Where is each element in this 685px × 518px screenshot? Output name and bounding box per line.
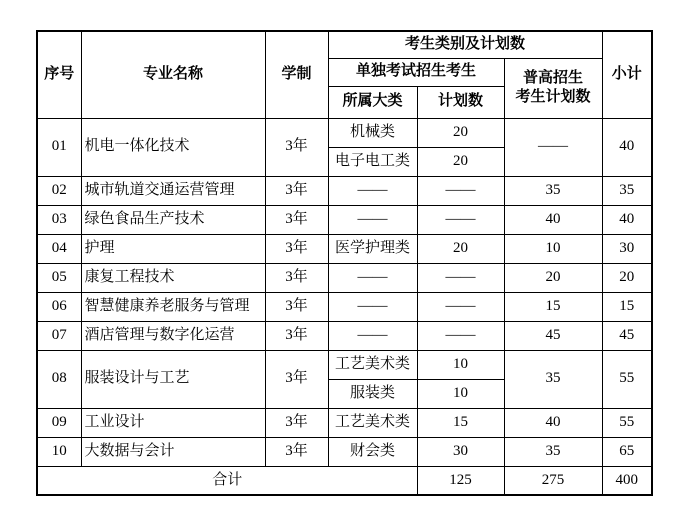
- cell-category: 医学护理类: [328, 234, 417, 263]
- header-plan-count: 计划数: [417, 86, 504, 118]
- cell-duration: 3年: [265, 263, 328, 292]
- cell-serial: 09: [37, 408, 81, 437]
- cell-serial: 03: [37, 205, 81, 234]
- total-regular-plan: 275: [504, 466, 602, 495]
- total-separate-plan: 125: [417, 466, 504, 495]
- header-major: 专业名称: [81, 31, 265, 118]
- cell-plan: 10: [417, 379, 504, 408]
- cell-plan: ——: [417, 263, 504, 292]
- cell-regular-plan: 35: [504, 176, 602, 205]
- table-row: [37, 321, 652, 350]
- total-subtotal: 400: [602, 466, 652, 495]
- cell-category: ——: [328, 205, 417, 234]
- cell-duration: 3年: [265, 292, 328, 321]
- header-subtotal: 小计: [602, 31, 652, 118]
- cell-duration: 3年: [265, 321, 328, 350]
- cell-duration: 3年: [265, 176, 328, 205]
- cell-duration: 3年: [265, 205, 328, 234]
- cell-plan: ——: [417, 292, 504, 321]
- cell-major: 康复工程技术: [81, 263, 265, 292]
- cell-subtotal: 20: [602, 263, 652, 292]
- cell-serial: 04: [37, 234, 81, 263]
- cell-regular-plan: 35: [504, 350, 602, 408]
- header-duration: 学制: [265, 31, 328, 118]
- table-row: [37, 118, 652, 147]
- cell-major: 护理: [81, 234, 265, 263]
- cell-subtotal: 45: [602, 321, 652, 350]
- cell-plan: ——: [417, 321, 504, 350]
- cell-subtotal: 15: [602, 292, 652, 321]
- cell-major: 城市轨道交通运营管理: [81, 176, 265, 205]
- cell-plan: 15: [417, 408, 504, 437]
- cell-duration: 3年: [265, 408, 328, 437]
- cell-regular-plan: ——: [504, 118, 602, 176]
- cell-duration: 3年: [265, 118, 328, 176]
- cell-regular-plan: 45: [504, 321, 602, 350]
- cell-regular-plan: 15: [504, 292, 602, 321]
- cell-category: 机械类: [328, 118, 417, 147]
- cell-major: 酒店管理与数字化运营: [81, 321, 265, 350]
- cell-major: 工业设计: [81, 408, 265, 437]
- header-serial: 序号: [37, 31, 81, 118]
- cell-regular-plan: 35: [504, 437, 602, 466]
- cell-category: 财会类: [328, 437, 417, 466]
- cell-plan: ——: [417, 205, 504, 234]
- cell-regular-plan: 40: [504, 205, 602, 234]
- cell-subtotal: 55: [602, 350, 652, 408]
- cell-serial: 07: [37, 321, 81, 350]
- cell-serial: 01: [37, 118, 81, 176]
- cell-plan: 10: [417, 350, 504, 379]
- table-row: [37, 292, 652, 321]
- table-row: [37, 263, 652, 292]
- cell-plan: 20: [417, 234, 504, 263]
- cell-plan: 30: [417, 437, 504, 466]
- cell-category: 工艺美术类: [328, 408, 417, 437]
- cell-regular-plan: 10: [504, 234, 602, 263]
- cell-duration: 3年: [265, 437, 328, 466]
- cell-category: 服装类: [328, 379, 417, 408]
- cell-major: 机电一体化技术: [81, 118, 265, 176]
- cell-serial: 06: [37, 292, 81, 321]
- cell-serial: 08: [37, 350, 81, 408]
- header-row-1: [37, 31, 652, 58]
- cell-serial: 10: [37, 437, 81, 466]
- cell-category: ——: [328, 321, 417, 350]
- cell-subtotal: 30: [602, 234, 652, 263]
- table-row: [37, 437, 652, 466]
- total-row: [37, 466, 652, 495]
- table-row: [37, 205, 652, 234]
- header-category-and-plan: 考生类别及计划数: [328, 31, 602, 58]
- header-parent-category: 所属大类: [328, 86, 417, 118]
- cell-plan: 20: [417, 147, 504, 176]
- cell-subtotal: 40: [602, 205, 652, 234]
- cell-major: 智慧健康养老服务与管理: [81, 292, 265, 321]
- table-row: [37, 350, 652, 379]
- table-row: [37, 408, 652, 437]
- cell-subtotal: 40: [602, 118, 652, 176]
- cell-subtotal: 35: [602, 176, 652, 205]
- header-separate-exam: 单独考试招生考生: [328, 58, 504, 86]
- header-regular-line2: 考生计划数: [515, 89, 591, 105]
- cell-plan: 20: [417, 118, 504, 147]
- cell-duration: 3年: [265, 350, 328, 408]
- cell-duration: 3年: [265, 234, 328, 263]
- cell-serial: 05: [37, 263, 81, 292]
- total-label: 合计: [37, 466, 417, 495]
- cell-category: 工艺美术类: [328, 350, 417, 379]
- cell-subtotal: 55: [602, 408, 652, 437]
- cell-category: ——: [328, 292, 417, 321]
- cell-regular-plan: 20: [504, 263, 602, 292]
- cell-category: ——: [328, 176, 417, 205]
- table-row: [37, 176, 652, 205]
- cell-category: 电子电工类: [328, 147, 417, 176]
- table-row: [37, 234, 652, 263]
- cell-subtotal: 65: [602, 437, 652, 466]
- cell-serial: 02: [37, 176, 81, 205]
- header-regular-admission: [504, 58, 602, 118]
- cell-major: 绿色食品生产技术: [81, 205, 265, 234]
- cell-major: 大数据与会计: [81, 437, 265, 466]
- cell-category: ——: [328, 263, 417, 292]
- cell-regular-plan: 40: [504, 408, 602, 437]
- cell-plan: ——: [417, 176, 504, 205]
- cell-major: 服装设计与工艺: [81, 350, 265, 408]
- header-regular-line1: 普高招生: [523, 70, 584, 87]
- enrollment-plan-table: [36, 30, 653, 496]
